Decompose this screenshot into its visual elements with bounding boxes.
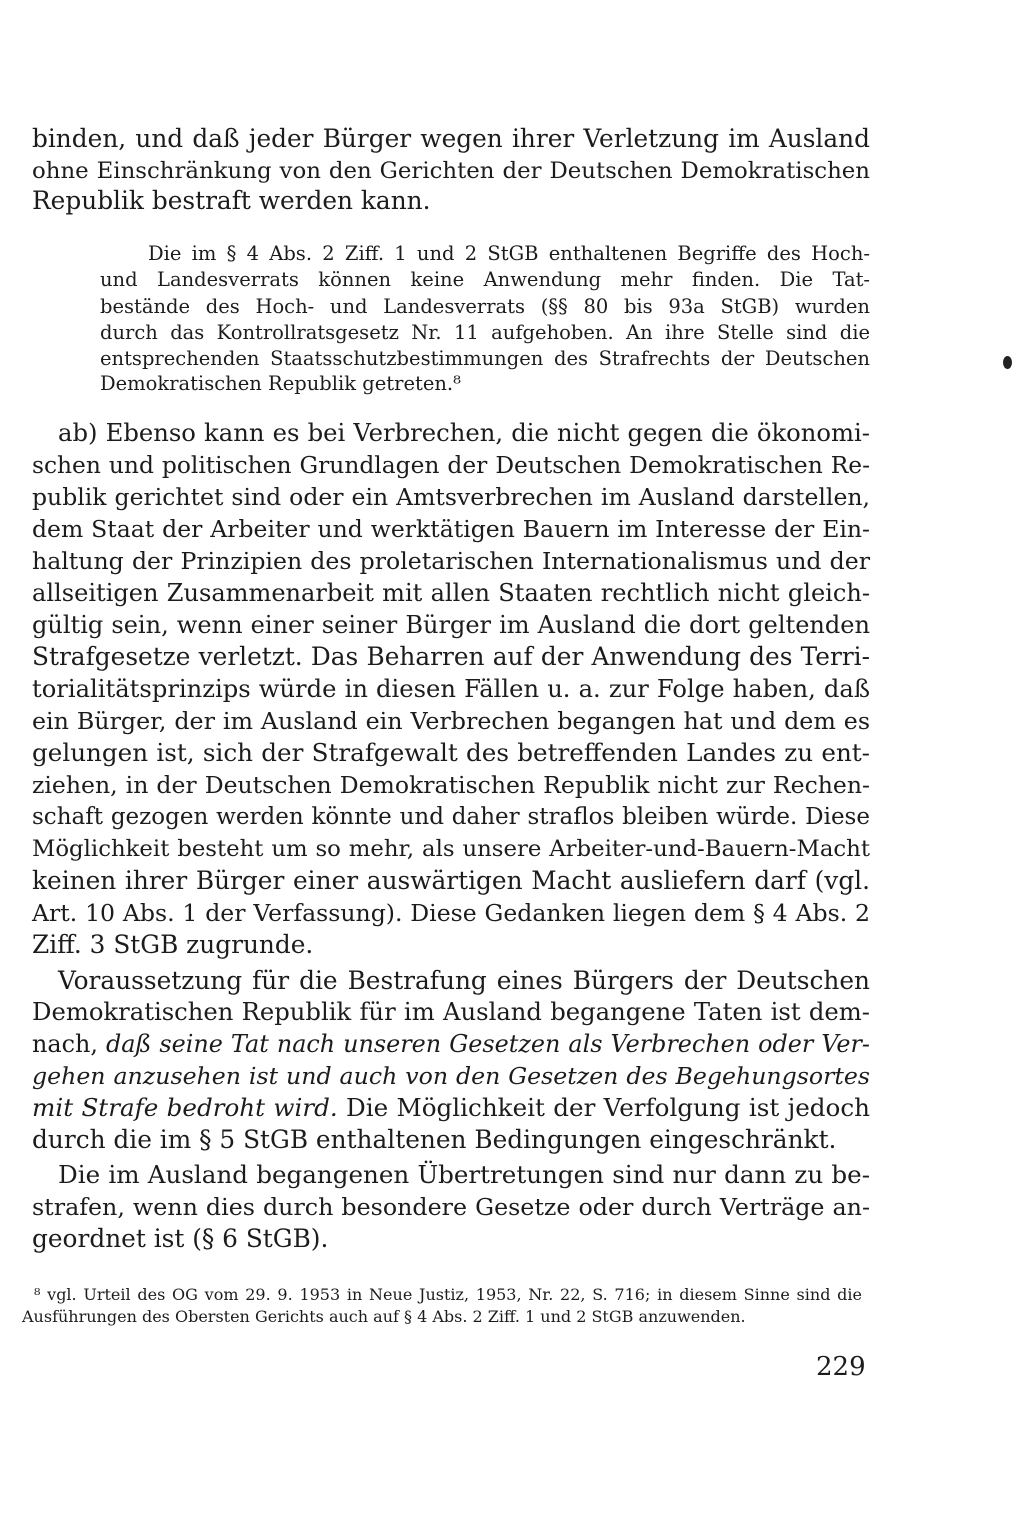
para-ab-line-17: Ziff. 3 StGB zugrunde. <box>32 930 314 959</box>
para-uebertretungen-line-1: Die im Ausland begangenen Übertretungen sind nur dann zu be- <box>58 1160 870 1189</box>
intro-line-2: ohne Einschränkung von den Gerichten der Deutschen Demokratischen <box>32 158 870 184</box>
margin-ink-dot <box>1003 356 1012 369</box>
para-ab-line-14: Möglichkeit besteht um so mehr, als unsere Arbeiter-und-Bauern-Macht <box>32 836 870 862</box>
para-ab-line-12: ziehen, in der Deutschen Demokratischen Republik nicht zur Rechen- <box>32 771 870 799</box>
para-ab-line-15: keinen ihrer Bürger einer auswärtigen Macht ausliefern darf (vgl. <box>32 866 870 895</box>
note-line-3: bestände des Hoch- und Landesverrats (§§ 80 bis 93a StGB) wurden <box>100 295 870 318</box>
para-ab-line-6: allseitigen Zusammenarbeit mit allen Staaten rechtlich nicht gleich- <box>32 579 870 607</box>
para-ab-line-2: schen und politischen Grundlagen der Deutschen Demokratischen Re- <box>32 451 870 479</box>
para-voraussetzung-line-5-italic: mit Strafe bedroht wird. <box>32 1093 338 1122</box>
para-ab-line-3: publik gerichtet sind oder ein Amtsverbrechen im Ausland darstellen, <box>32 483 870 511</box>
para-voraussetzung-line-2: Demokratischen Republik für im Ausland begangene Taten ist dem- <box>32 997 870 1026</box>
intro-line-1: binden, und daß jeder Bürger wegen ihrer Verletzung im Ausland <box>32 124 870 153</box>
para-voraussetzung-line-1: Voraussetzung für die Bestrafung eines Bürgers der Deutschen <box>58 966 870 995</box>
para-ab-line-16: Art. 10 Abs. 1 der Verfassung). Diese Gedanken liegen dem § 4 Abs. 2 <box>32 899 870 927</box>
para-ab-line-7: gültig sein, wenn einer seiner Bürger im Ausland die dort geltenden <box>32 611 870 639</box>
note-line-6: Demokratischen Republik getreten.⁸ <box>100 372 461 395</box>
intro-line-3: Republik bestraft werden kann. <box>32 186 431 215</box>
para-voraussetzung-line-5-rest: Die Möglichkeit der Verfolgung ist jedoch <box>337 1093 871 1122</box>
footnote-line-1: ⁸ vgl. Urteil des OG vom 29. 9. 1953 in Neue Justiz, 1953, Nr. 22, S. 716; in diesem Sinne sind die <box>34 1285 862 1304</box>
para-ab-line-4: dem Staat der Arbeiter und werktätigen Bauern im Interesse der Ein- <box>32 515 870 543</box>
para-voraussetzung-line-3-lead: nach, <box>32 1030 106 1058</box>
para-ab-line-5: haltung der Prinzipien des proletarischen Internationalismus und der <box>32 547 870 575</box>
para-ab-line-1: ab) Ebenso kann es bei Verbrechen, die nicht gegen die ökonomi- <box>58 418 870 447</box>
para-voraussetzung-line-4: gehen anzusehen ist und auch von den Gesetzen des Begehungsortes <box>32 1062 870 1090</box>
para-voraussetzung-line-5 <box>32 1093 870 1123</box>
para-voraussetzung-line-6: durch die im § 5 StGB enthaltenen Bedingungen eingeschränkt. <box>32 1125 837 1154</box>
para-ab-line-13: schaft gezogen werden könnte und daher straflos bleiben würde. Diese <box>32 804 870 830</box>
para-voraussetzung-line-3 <box>32 1029 870 1059</box>
para-ab-line-10: ein Bürger, der im Ausland ein Verbrechen begangen hat und dem es <box>32 707 870 735</box>
para-uebertretungen-line-3: geordnet ist (§ 6 StGB). <box>32 1224 329 1253</box>
note-line-5: entsprechenden Staatsschutzbestimmungen des Strafrechts der Deutschen <box>100 347 870 370</box>
note-line-2: und Landesverrats können keine Anwendung mehr finden. Die Tat- <box>100 268 870 291</box>
page-number: 229 <box>816 1352 866 1382</box>
para-ab-line-11: gelungen ist, sich der Strafgewalt des betreffenden Landes zu ent- <box>32 738 870 767</box>
para-ab-line-8: Strafgesetze verletzt. Das Beharren auf der Anwendung des Terri- <box>32 642 870 671</box>
note-line-4: durch das Kontrollratsgesetz Nr. 11 aufgehoben. An ihre Stelle sind die <box>100 321 870 344</box>
para-ab-line-9: torialitätsprinzips würde in diesen Fällen u. a. zur Folge haben, daß <box>32 675 870 703</box>
para-voraussetzung-line-3-italic: daß seine Tat nach unseren Gesetzen als Verbrechen oder Ver- <box>105 1030 870 1058</box>
footnote-line-2: Ausführungen des Obersten Gerichts auch auf § 4 Abs. 2 Ziff. 1 und 2 StGB anzuwenden. <box>22 1307 746 1326</box>
para-uebertretungen-line-2: strafen, wenn dies durch besondere Gesetze oder durch Verträge an- <box>32 1193 870 1221</box>
note-line-1: Die im § 4 Abs. 2 Ziff. 1 und 2 StGB enthaltenen Begriffe des Hoch- <box>148 242 870 265</box>
